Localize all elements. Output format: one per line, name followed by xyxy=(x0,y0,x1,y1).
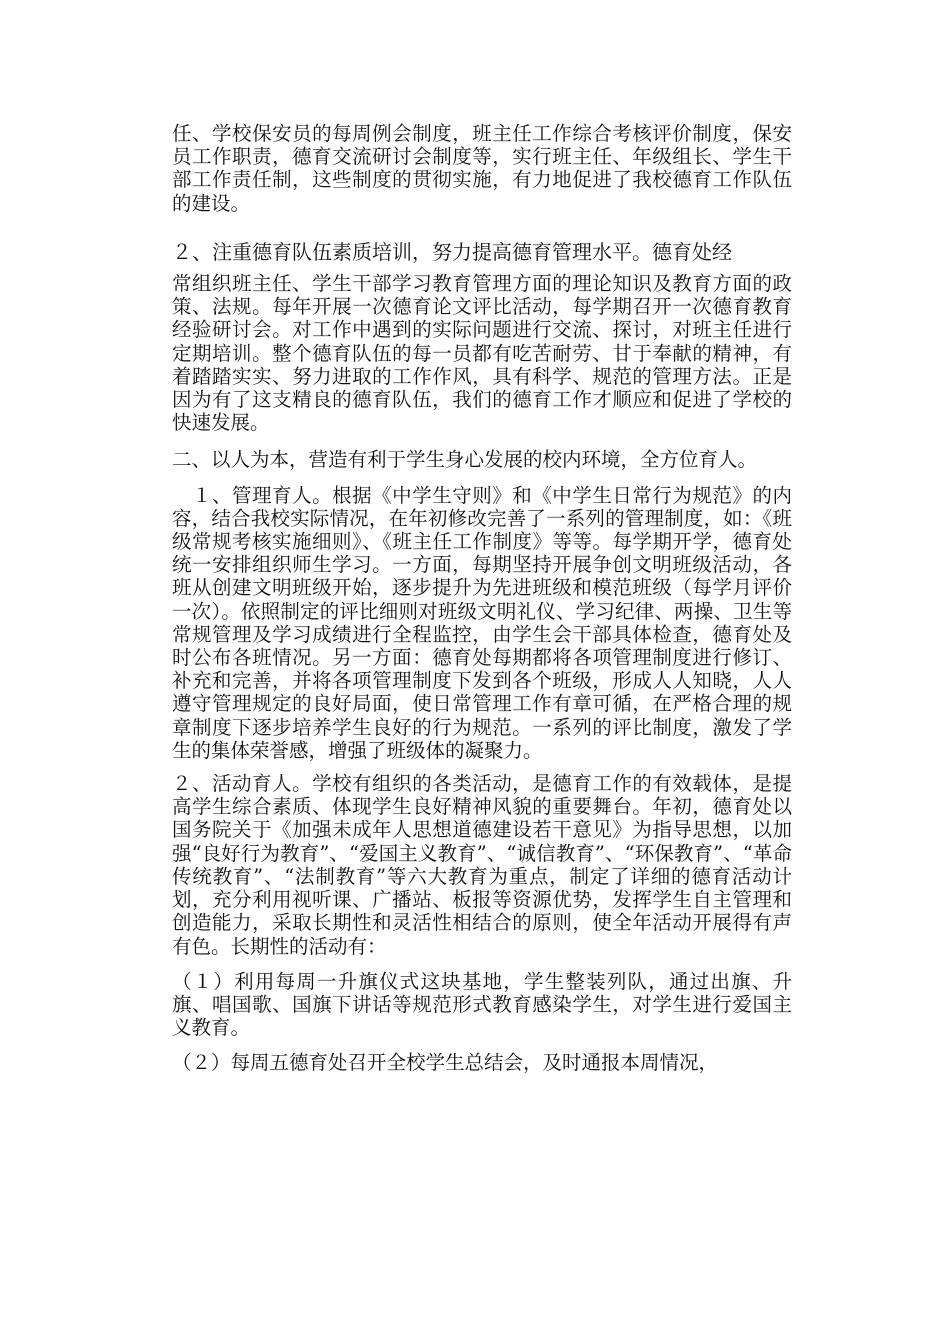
section-heading-2: 二、以人为本，营造有利于学生身心发展的校内环境，全方位育人。 xyxy=(172,448,758,472)
paragraph-item-2: （２）每周五德育处召开全校学生总结会，及时通报本周情况， xyxy=(172,1051,719,1075)
paragraph-3: 常组织班主任、学生干部学习教育管理方面的理论知识及教育方面的政策、法规。每年开展一次德育论文评比活动，每学期召开一次德育教育经验研讨会。对工作中遇到的实际问题进行交流、探讨，对班主任进行定期培训。整个德育队伍的每一员都有吃苦耐劳、甘于奉献的精神，有着踏踏实实、努力进取的工作作风，具有科学、规范的管理方法。正是因为有了这支精良的德育队伍，我们的德育工作才顺应和促进了学校的快速发展。 xyxy=(172,272,792,435)
paragraph-2-heading: ２、注重德育队伍素质培训，努力提高德育管理水平。德育处经 xyxy=(172,239,732,264)
paragraph-item-1: （１）利用每周一升旗仪式这块基地，学生整装列队，通过出旗、升旗、唱国歌、国旗下讲话等规范形式教育感染学生，对学生进行爱国主义教育。 xyxy=(172,969,792,1040)
document-page xyxy=(172,122,792,1075)
paragraph-1: 任、学校保安员的每周例会制度，班主任工作综合考核评价制度，保安员工作职责，德育交流研讨会制度等，实行班主任、年级组长、学生干部工作责任制，这些制度的贯彻实施，有力地促进了我校德育工作队伍的建设。 xyxy=(172,122,792,215)
paragraph-management: １、管理育人。根据《中学生守则》和《中学生日常行为规范》的内容，结合我校实际情况，在年初修改完善了一系列的管理制度，如：《班级常规考核实施细则》、《班主任工作制度》等等。每学期开学，德育处统一安排组织师生学习。一方面，每期坚持开展争创文明班级活动，各班从创建文明班级开始，逐步提升为先进班级和模范班级（每学月评价一次）。依照制定的评比细则对班级文明礼仪、学习纪律、两操、卫生等常规管理及学习成绩进行全程监控，由学生会干部具体检查，德育处及时公布各班情况。另一方面：德育处每期都将各项管理制度进行修订、补充和完善，并将各项管理制度下发到各个班级，形成人人知晓，人人遵守管理规定的良好局面，使日常管理工作有章可循，在严格合理的规章制度下逐步培养学生良好的行为规范。一系列的评比制度，激发了学生的集体荣誉感，增强了班级体的凝聚力。 xyxy=(172,483,792,762)
paragraph-activity: ２、活动育人。学校有组织的各类活动，是德育工作的有效载体，是提高学生综合素质、体现学生良好精神风貌的重要舞台。年初，德育处以国务院关于《加强未成年人思想道德建设若干意见》为指导思想，以加强“良好行为教育”、“爱国主义教育”、“诚信教育”、“环保教育”、“革命传统教育”、“法制教育”等六大教育为重点，制定了详细的德育活动计划，充分利用视听课、广播站、板报等资源优势，发挥学生自主管理和创造能力，采取长期性和灵活性相结合的原则，使全年活动开展得有声有色。长期性的活动有： xyxy=(172,772,792,958)
